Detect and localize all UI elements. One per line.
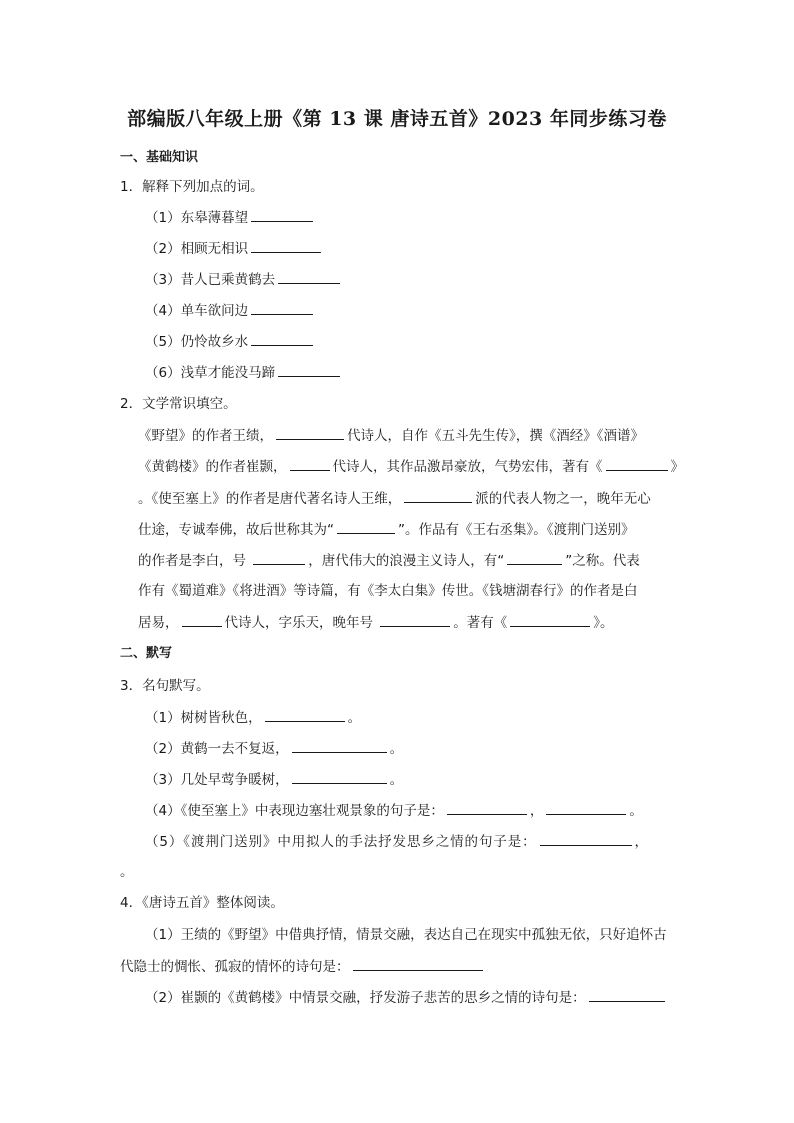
- question-3-item: （1）树树皆秋色， 。: [145, 707, 361, 728]
- question-1-item: （5）仍怜故乡水: [145, 331, 316, 352]
- answer-blank[interactable]: [447, 800, 527, 815]
- section-heading-basics: 一、基础知识: [120, 150, 199, 165]
- question-2-stem: 2．文学常识填空。: [120, 396, 237, 412]
- paragraph-line: 的作者是李白，号 ，唐代伟大的浪漫主义诗人，有“ ”之称。代表: [138, 550, 640, 571]
- answer-blank[interactable]: [337, 519, 395, 534]
- question-3-item: （3）几处早莺争暖树， 。: [145, 769, 403, 790]
- answer-blank[interactable]: [265, 707, 345, 722]
- question-4-item-continued: 代隐士的惆怅、孤寂的情怀的诗句是：: [120, 956, 486, 977]
- answer-blank[interactable]: [353, 956, 483, 971]
- answer-blank[interactable]: [278, 269, 340, 284]
- question-4-stem: 4．《唐诗五首》整体阅读。: [120, 895, 284, 911]
- question-1-stem: 1．解释下列加点的词。: [120, 179, 264, 195]
- paragraph-line: 居易， 代诗人，字乐天，晚年号 。著有《 》。: [138, 612, 614, 633]
- answer-blank[interactable]: [292, 738, 387, 753]
- answer-blank[interactable]: [546, 800, 626, 815]
- answer-blank[interactable]: [251, 207, 313, 222]
- answer-blank[interactable]: [278, 362, 340, 377]
- question-1-item: （4）单车欲问边: [145, 300, 316, 321]
- answer-blank[interactable]: [507, 550, 562, 565]
- paragraph-line: 《野望》的作者王绩， 代诗人，自作《五斗先生传》，撰《酒经》《酒谱》: [138, 425, 644, 446]
- question-3-stem: 3．名句默写。: [120, 678, 210, 694]
- answer-blank[interactable]: [606, 456, 668, 471]
- question-3-item-continued: 。: [120, 864, 134, 880]
- answer-blank[interactable]: [290, 456, 330, 471]
- answer-blank[interactable]: [251, 331, 313, 346]
- answer-blank[interactable]: [510, 612, 590, 627]
- question-4-item: （2）崔颢的《黄鹤楼》中情景交融，抒发游子悲苦的思乡之情的诗句是：: [145, 987, 668, 1008]
- answer-blank[interactable]: [253, 550, 305, 565]
- question-3-item: （2）黄鹤一去不复返， 。: [145, 738, 403, 759]
- question-1-item: （3）昔人已乘黄鹤去: [145, 269, 343, 290]
- answer-blank[interactable]: [404, 488, 472, 503]
- answer-blank[interactable]: [276, 425, 344, 440]
- question-1-item: （2）相顾无相识: [145, 238, 324, 259]
- question-4-item: （1）王绩的《野望》中借典抒情，情景交融，表达自己在现实中孤独无依，只好追怀古: [145, 927, 667, 943]
- section-heading-dictation: 二、默写: [120, 646, 173, 661]
- answer-blank[interactable]: [540, 831, 632, 846]
- page-title: 部编版八年级上册《第 13 课 唐诗五首》2023 年同步练习卷: [127, 108, 667, 130]
- paragraph-line: 仕途，专诚奉佛，故后世称其为“ ”。作品有《王右丞集》。《渡荆门送别》: [138, 519, 635, 540]
- question-3-item: （5）《渡荆门送别》中用拟人的手法抒发思乡之情的句子是： ，: [145, 831, 649, 852]
- answer-blank[interactable]: [380, 612, 450, 627]
- paragraph-line: 《黄鹤楼》的作者崔颢， 代诗人，其作品激昂豪放，气势宏伟，著有《 》: [138, 456, 684, 477]
- question-1-item: （1）东皋薄暮望: [145, 207, 316, 228]
- answer-blank[interactable]: [251, 300, 313, 315]
- answer-blank[interactable]: [182, 612, 222, 627]
- paragraph-line: 作有《蜀道难》《将进酒》等诗篇，有《李太白集》传世。《钱塘湖春行》的作者是白: [138, 583, 638, 599]
- question-3-item: （4）《使至塞上》中表现边塞壮观景象的句子是： ， 。: [145, 800, 643, 821]
- answer-blank[interactable]: [292, 769, 387, 784]
- answer-blank[interactable]: [589, 987, 665, 1002]
- answer-blank[interactable]: [251, 238, 321, 253]
- paragraph-line: 。《使至塞上》的作者是唐代著名诗人王维， 派的代表人物之一，晚年无心: [138, 488, 651, 509]
- question-1-item: （6）浅草才能没马蹄: [145, 362, 343, 383]
